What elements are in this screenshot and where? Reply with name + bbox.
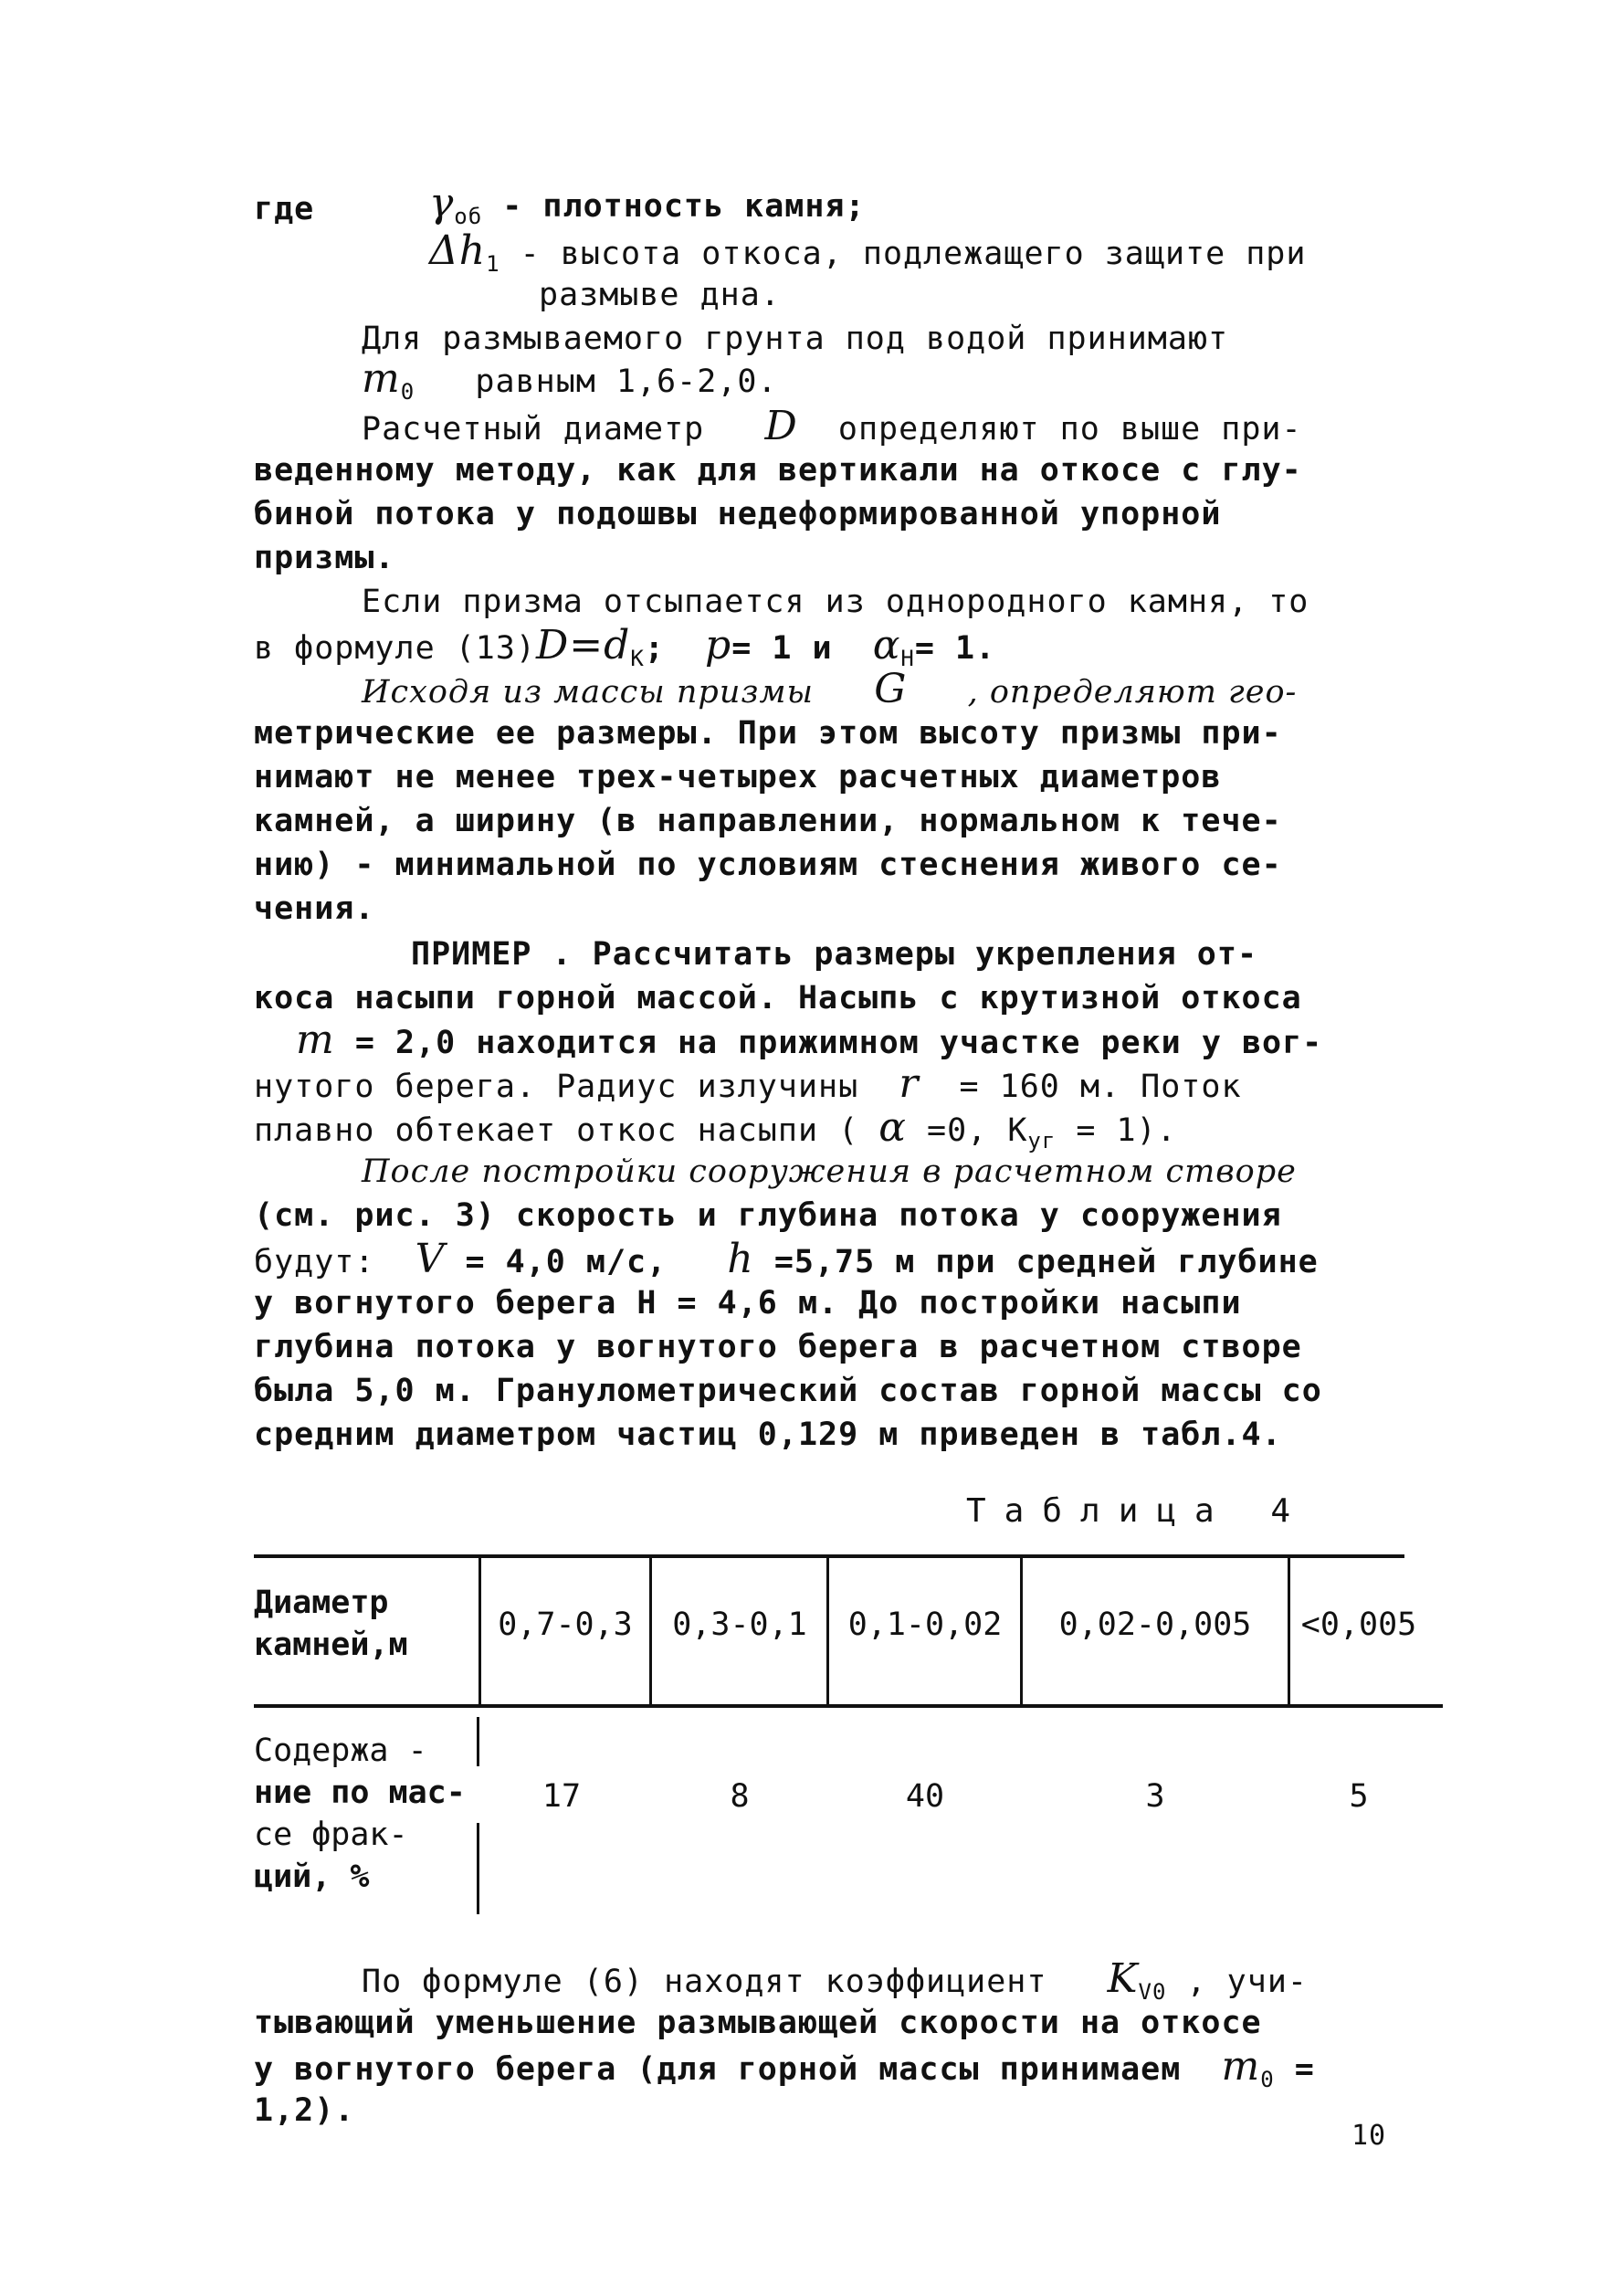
symbol-gamma-sub: об (454, 204, 483, 229)
mass-line (362, 666, 1298, 713)
text-line: была 5,0 м. Гранулометрический состав горной массы со (254, 1373, 1322, 1409)
table-label-line: камней,м (254, 1627, 408, 1663)
text-line: тывающий уменьшение размывающей скорости на откосе (254, 2005, 1262, 2041)
text-segment: в формуле (13) (254, 630, 537, 667)
table-label-line: Содержа - (254, 1733, 427, 1769)
text-segment: Расчетный диаметр (362, 411, 705, 448)
table-header-cell: 0,1-0,02 (847, 1606, 1003, 1643)
text-segment: = 160 м. Поток (959, 1069, 1242, 1105)
table-label-line: се фрак- (254, 1817, 408, 1853)
text-line: призмы. (254, 540, 395, 576)
text-line: коса насыпи горной массой. Насыпь с крутизной откоса (254, 980, 1302, 1016)
text-segment: , учи- (1186, 1964, 1308, 2000)
text-line: метрические ее размеры. При этом высоту призмы при- (254, 715, 1282, 752)
page-number: 10 (1351, 2120, 1387, 2152)
text-line: веденному методу, как для вертикали на откосе с глу- (254, 452, 1302, 489)
table-caption: Таблица 4 (966, 1492, 1309, 1530)
table-header-cell: 0,7-0,3 (498, 1606, 633, 1643)
text-line: (см. рис. 3) скорость и глубина потока у сооружения (254, 1197, 1282, 1234)
example-heading: ПРИМЕР . Рассчитать размеры укрепления от- (411, 936, 1258, 973)
symbol-K-V0: K (1107, 1955, 1139, 2002)
table-middle-rule (254, 1704, 1443, 1708)
text-line: После постройки сооружения в расчетном створе (362, 1153, 1297, 1190)
symbol-m0-sub: 0 (400, 379, 415, 405)
text-line: чения. (254, 890, 375, 927)
table-value-cell: 3 (1145, 1778, 1165, 1815)
dh-definition-text: - высота откоса, подлежащего защите при (520, 236, 1307, 272)
text-segment: у вогнутого берега (для горной массы принимаем (254, 2051, 1182, 2088)
table-label-line: ние по мас- (254, 1775, 466, 1811)
text-line: 1,2). (254, 2092, 355, 2129)
table-vline (477, 1823, 479, 1914)
table-header-cell: 0,02-0,005 (1058, 1606, 1252, 1643)
m0-assumption-line (254, 2043, 1315, 2101)
symbol-r: r (899, 1060, 920, 1107)
text-segment: ; (644, 630, 665, 667)
text-line: биной потока у подошвы недеформированной упорной (254, 496, 1222, 532)
symbol-delta-h: Δh (429, 227, 487, 274)
symbol-delta-h-sub: 1 (486, 251, 500, 277)
symbol-m: m (296, 1016, 335, 1063)
text-segment: По формуле (6) находят коэффициент (362, 1964, 1047, 2000)
text-segment: =5,75 м при средней глубине (773, 1244, 1319, 1280)
symbol-alpha-sub: H (900, 646, 915, 671)
text-segment: определяют по выше при- (837, 411, 1302, 448)
m0-line (362, 355, 778, 413)
text-line: Если призма отсыпается из однородного камня, то (362, 584, 1309, 620)
slope-line (296, 1016, 1323, 1064)
text-segment: будут: (254, 1244, 375, 1280)
symbol-K-V0-sub: V0 (1138, 1979, 1167, 2005)
table-header-cell: 0,3-0,1 (672, 1606, 807, 1643)
gamma-definition (429, 180, 866, 237)
symbol-alpha: α (878, 1104, 907, 1151)
where-label: где (254, 191, 315, 227)
text-segment: = 1 и (731, 630, 833, 667)
symbol-gamma: γ (429, 180, 455, 226)
symbol-G: G (874, 666, 908, 712)
table-label-line: ций, % (254, 1859, 370, 1895)
text-segment: = (1294, 2051, 1315, 2088)
symbol-alpha: α (872, 622, 901, 669)
text-line: у вогнутого берега Н = 4,6 м. До постройки насыпи (254, 1285, 1242, 1322)
table-label-line: Диаметр (254, 1585, 389, 1621)
symbol-K-sub: уг (1027, 1128, 1057, 1153)
table-value-cell: 40 (905, 1778, 945, 1815)
symbol-dK-sub: K (630, 646, 645, 671)
text-segment: плавно обтекает откос насыпи ( (254, 1112, 859, 1149)
text-segment: =0, К (927, 1112, 1028, 1149)
text-line: камней, а ширину (в направлении, нормальном к тече- (254, 803, 1282, 839)
text-segment: = 4,0 м/с, (465, 1244, 668, 1280)
text-line: нимают не менее трех-четырех расчетных диаметров (254, 759, 1222, 795)
calc-diameter-line (362, 405, 1302, 450)
table-row1-label (254, 1582, 408, 1666)
text-segment: = 1. (914, 630, 996, 667)
m0-line-text: равным 1,6-2,0. (475, 363, 778, 400)
symbol-D: D (764, 403, 798, 449)
text-segment: нутого берега. Радиус излучины (254, 1069, 859, 1105)
text-segment: = 2,0 находится на прижимном участке реки у вог- (354, 1025, 1323, 1061)
symbol-D-equals-dK: D=d (536, 622, 631, 669)
text-line: Для размываемого грунта под водой принимают (362, 321, 1229, 357)
text-line: средним диаметром частиц 0,129 м приведен в табл.4. (254, 1417, 1282, 1453)
text-segment: Исходя из массы призмы (362, 674, 814, 711)
table-value-cell: 5 (1349, 1778, 1369, 1815)
velocity-line (254, 1238, 1319, 1283)
table-value-cell: 8 (730, 1778, 750, 1815)
symbol-h: h (727, 1236, 754, 1282)
table-vline (477, 1717, 479, 1766)
symbol-m0: m (362, 355, 401, 402)
symbol-V: V (415, 1236, 446, 1282)
radius-line (254, 1060, 1242, 1108)
text-segment: = 1). (1076, 1112, 1177, 1149)
symbol-m0: m (1221, 2043, 1261, 2090)
text-line: размыве дна. (539, 277, 781, 313)
table-value-cell: 17 (542, 1778, 582, 1815)
table-row2-label (254, 1730, 466, 1898)
gamma-definition-text: - плотность камня; (502, 188, 866, 225)
symbol-m0-sub: 0 (1260, 2067, 1275, 2092)
text-line: нию) - минимальной по условиям стеснения живого се- (254, 847, 1282, 883)
text-segment: , определяют гео- (967, 674, 1298, 711)
text-line: глубина потока у вогнутого берега в расчетном створе (254, 1329, 1302, 1365)
table-header-cell: <0,005 (1300, 1606, 1417, 1643)
symbol-p: p (705, 622, 732, 669)
table-top-rule (254, 1554, 1404, 1558)
